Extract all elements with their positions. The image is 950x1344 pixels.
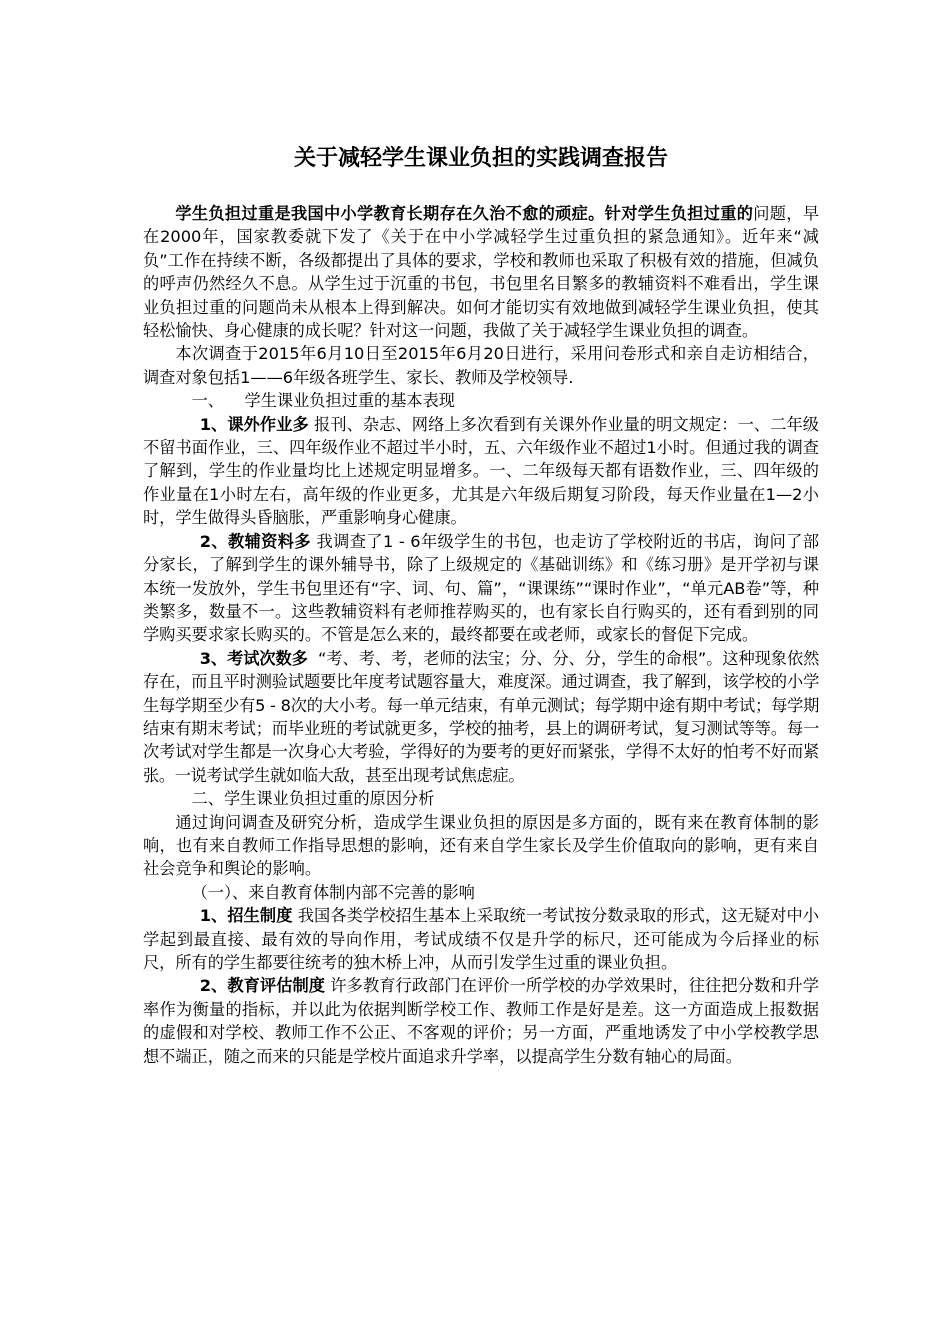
item-text-2: 我调查了1 - 6年级学生的书包，也走访了学校附近的书店，询问了部分家长，了解到学生的课外辅导书，除了上级规定的《基础训练》和《练习册》是开学初与课本统一发放外，学生书包里还有“字、词、句、篇”，“课课练”“课时作业”，“单元AB卷”等，种类繁多，数量不一。这些教辅资料有老师推荐购买的，也有家长自行购买的，还有看到别的同学购买要求家长购买的。不管是怎么来的，最终都要在或老师，或家长的督促下完成。 — [143, 531, 820, 645]
document-title: 关于减轻学生课业负担的实践调查报告 — [293, 145, 668, 171]
item-label-1: 1、课外作业多 — [199, 414, 309, 434]
item-text-4: 我国各类学校招生基本上采取统一考试按分数录取的形式，这无疑对中小学起到最直接、最有效的导向作用，考试成绩不仅是升学的标尺，还可能成为今后择业的标尺，所有的学生都要往统考的独木桥上冲，从而引发学生过重的课业负担。 — [143, 906, 819, 972]
section-heading-1: 一、 学生课业负担过重的基本表现 — [191, 391, 455, 411]
item-text-1: 报刊、杂志、网络上多次看到有关课外作业量的明文规定：一、二年级不留书面作业，三、四年级作业不超过半小时，五、六年级作业不超过1小时。但通过我的调查了解到，学生的作业量均比上述规定明显增多。一、二年级每天都有语数作业，三、四年级的作业量在1小时左右，高年级的作业更多，尤其是六年级后期复习阶段，每天作业量在1—2小时，学生做得头昏脑胀，严重影响身心健康。 — [143, 414, 819, 528]
intro-bold-text: 学生负担过重是我国中小学教育长期存在久治不愈的顽症。针对学生负担过重的 — [175, 204, 754, 223]
item-label-3: 3、考试次数多 — [199, 648, 308, 668]
item-paragraph-3 — [143, 647, 819, 787]
section-heading-2: 二、学生课业负担过重的原因分析 — [191, 789, 435, 809]
item-paragraph-1 — [143, 413, 819, 530]
document-page — [143, 142, 819, 1068]
item-paragraph-5 — [143, 974, 819, 1068]
item-label-2: 2、教辅资料多 — [199, 531, 311, 551]
sub-heading-1: （一）、来自教育体制内部不完善的影响 — [191, 882, 475, 902]
survey-paragraph: 本次调查于2015年6月10日至2015年6月20日进行，采用问卷形式和亲自走访相结合，调查对象包括1——6年级各班学生、家长、教师及学校领导. — [143, 344, 819, 387]
item-text-3: “考、考、考，老师的法宝；分、分、分，学生的命根”。这种现象依然存在，而且平时测验试题要比年度考试题容量大，难度深。通过调查，我了解到，该学校的小学生每学期至少有5 - 8次的大小考。每一单元结束，有单元测试；每学期中途有期中考试；每学期结束有期末考试；而毕业班的考试就更多，学校的抽考，县上的调研考试，复习测试等等。每一次考试对学生都是一次身心大考验，学得好的为要考的更好而紧张，学得不太好的怕考不好而紧张。一说考试学生就如临大敌，甚至出现考试焦虑症。 — [143, 648, 819, 785]
item-text-5: 许多教育行政部门在评价一所学校的办学效果时，往往把分数和升学率作为衡量的指标，并以此为依据判断学校工作、教师工作是好是差。这一方面造成上报数据的虚假和对学校、教师工作不公正、不客观的评价；另一方面，严重地诱发了中小学校教学思想不端正，随之而来的只能是学校片面追求升学率，以提高学生分数有轴心的局面。 — [143, 976, 819, 1066]
item-paragraph-2 — [143, 530, 819, 647]
analysis-paragraph: 通过询问调查及研究分析，造成学生课业负担的原因是多方面的，既有来在教育体制的影响，也有来自教师工作指导思想的影响，还有来自学生家长及学生价值取向的影响，更有来自社会竞争和舆论的影响。 — [143, 812, 819, 879]
item-paragraph-4 — [143, 904, 819, 974]
intro-paragraph — [143, 202, 819, 342]
item-label-5: 2、教育评估制度 — [199, 976, 326, 996]
intro-text: 问题，早在2000年，国家教委就下发了《关于在中小学减轻学生过重负担的紧急通知》。近年来“减负”工作在持续不断，各级都提出了具体的要求，学校和教师也采取了积极有效的措施，但减负的呼声仍然经久不息。从学生过于沉重的书包，书包里名目繁多的教辅资料不难看出，学生课业负担过重的问题尚未从根本上得到解决。如何才能切实有效地做到减轻学生课业负担，使其轻松愉快、身心健康的成长呢？针对这一问题，我做了关于减轻学生课业负担的调查。 — [143, 204, 820, 341]
item-label-4: 1、招生制度 — [199, 906, 293, 926]
